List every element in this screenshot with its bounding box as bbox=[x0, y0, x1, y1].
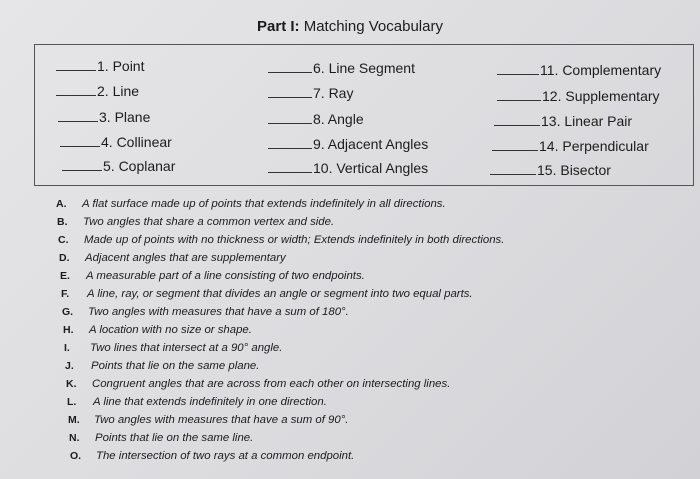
definition-o: O. The intersection of two rays at a common endpoint. bbox=[70, 450, 355, 462]
definition-m: M. Two angles with measures that have a sum of 90°. bbox=[68, 414, 349, 426]
answer-blank[interactable] bbox=[490, 174, 536, 175]
answer-blank[interactable] bbox=[62, 170, 102, 171]
title-part: Part I: bbox=[257, 18, 300, 35]
term-12: 12. Supplementary bbox=[497, 88, 660, 104]
term-9: 9. Adjacent Angles bbox=[268, 136, 428, 152]
definition-l: L. A line that extends indefinitely in one direction. bbox=[67, 396, 327, 408]
definition-i: I. Two lines that intersect at a 90° angle. bbox=[64, 342, 283, 354]
term-10: 10. Vertical Angles bbox=[268, 160, 428, 176]
definition-d: D. Adjacent angles that are supplementary bbox=[59, 252, 286, 264]
term-11: 11. Complementary bbox=[497, 62, 661, 78]
definition-j: J. Points that lie on the same plane. bbox=[65, 360, 260, 372]
definition-a: A. A flat surface made up of points that extends indefinitely in all directions. bbox=[56, 198, 446, 210]
term-13: 13. Linear Pair bbox=[494, 113, 632, 129]
definition-f: F. A line, ray, or segment that divides an angle or segment into two equal parts. bbox=[61, 288, 473, 300]
definition-g: G. Two angles with measures that have a sum of 180°. bbox=[62, 306, 349, 318]
answer-blank[interactable] bbox=[56, 70, 96, 71]
answer-blank[interactable] bbox=[268, 172, 312, 173]
term-5: 5. Coplanar bbox=[62, 158, 175, 174]
term-14: 14. Perpendicular bbox=[492, 138, 649, 154]
answer-blank[interactable] bbox=[492, 150, 538, 151]
term-2: 2. Line bbox=[56, 83, 139, 99]
answer-blank[interactable] bbox=[497, 100, 541, 101]
answer-blank[interactable] bbox=[268, 72, 312, 73]
answer-blank[interactable] bbox=[497, 74, 539, 75]
definition-b: B. Two angles that share a common vertex and side. bbox=[57, 216, 335, 228]
term-4: 4. Collinear bbox=[60, 134, 172, 150]
term-6: 6. Line Segment bbox=[268, 60, 415, 76]
definition-h: H. A location with no size or shape. bbox=[63, 324, 252, 336]
answer-blank[interactable] bbox=[60, 146, 100, 147]
answer-blank[interactable] bbox=[58, 121, 98, 122]
definition-e: E. A measurable part of a line consisting of two endpoints. bbox=[60, 270, 365, 282]
term-1: 1. Point bbox=[56, 58, 144, 74]
term-7: 7. Ray bbox=[268, 85, 353, 101]
definition-c: C. Made up of points with no thickness or width; Extends indefinitely in both directions. bbox=[58, 234, 505, 246]
term-3: 3. Plane bbox=[58, 109, 150, 125]
answer-blank[interactable] bbox=[494, 125, 540, 126]
answer-blank[interactable] bbox=[268, 97, 312, 98]
answer-blank[interactable] bbox=[268, 148, 312, 149]
title-text: Matching Vocabulary bbox=[299, 18, 443, 35]
term-15: 15. Bisector bbox=[490, 162, 611, 178]
term-8: 8. Angle bbox=[268, 111, 364, 127]
answer-blank[interactable] bbox=[268, 123, 312, 124]
page-title bbox=[0, 18, 700, 35]
answer-blank[interactable] bbox=[56, 95, 96, 96]
definition-k: K. Congruent angles that are across from each other on intersecting lines. bbox=[66, 378, 451, 390]
definition-n: N. Points that lie on the same line. bbox=[69, 432, 254, 444]
